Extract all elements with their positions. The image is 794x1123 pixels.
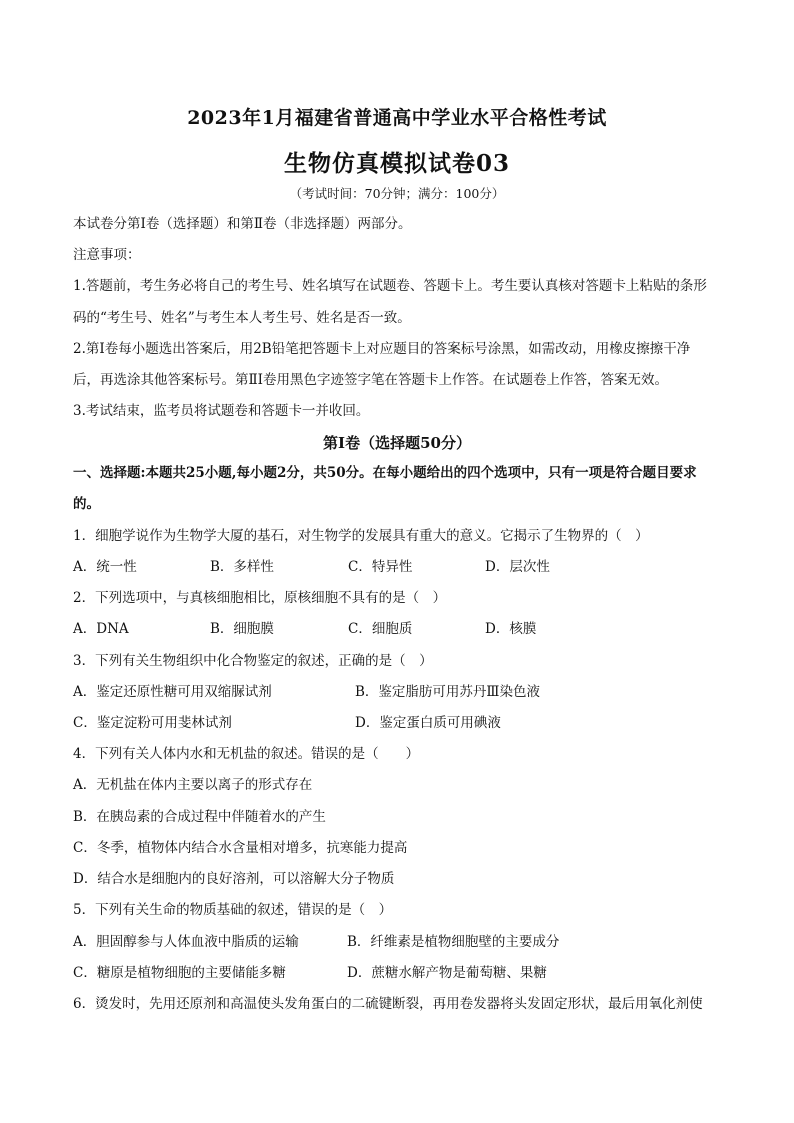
section-title: 第Ⅰ卷（选择题50分）: [323, 434, 471, 452]
option: B．纤维素是植物细胞壁的主要成分: [347, 934, 560, 950]
note-line: 3.考试结束，监考员将试题卷和答题卡一并收回。: [73, 403, 370, 419]
option: C．细胞质: [348, 621, 413, 637]
option: C．特异性: [348, 559, 413, 575]
question-stem: 5．下列有关生命的物质基础的叙述，错误的是（ ）: [73, 902, 393, 918]
notice-heading: 注意事项：: [73, 247, 141, 263]
note-line: 后，再选涂其他答案标号。第ⅡⅠ卷用黑色字迹签字笔在答题卡上作答。在试题卷上作答，答案无效。: [73, 372, 669, 388]
option: A．鉴定还原性糖可用双缩脲试剂: [73, 684, 272, 700]
note-line: 1.答题前，考生务必将自己的考生号、姓名填写在试题卷、答题卡上。考生要认真核对答题卡上粘贴的条形: [73, 278, 707, 294]
option: D．层次性: [485, 559, 550, 575]
option: B．在胰岛素的合成过程中伴随着水的产生: [73, 809, 326, 825]
option: D．鉴定蛋白质可用碘液: [355, 715, 501, 731]
exam-title: 2023年1月福建省普通高中学业水平合格性考试: [187, 107, 607, 129]
option: D．结合水是细胞内的良好溶剂，可以溶解大分子物质: [73, 871, 395, 887]
note-line: 码的“考生号、姓名”与考生本人考生号、姓名是否一致。: [73, 310, 411, 326]
option: B．多样性: [210, 559, 274, 575]
option: A．DNA: [73, 621, 129, 637]
exam-info: （考试时间：70分钟；满分：100分）: [289, 186, 505, 201]
question-stem: 1．细胞学说作为生物学大厦的基石，对生物学的发展具有重大的意义。它揭示了生物界的（ ）: [73, 528, 649, 544]
option: C．鉴定淀粉可用斐林试剂: [73, 715, 232, 731]
option: B．鉴定脂肪可用苏丹Ⅲ染色液: [355, 684, 540, 700]
option: A．胆固醇参与人体血液中脂质的运输: [73, 934, 299, 950]
note-line: 2.第Ⅰ卷每小题选出答案后，用2B铅笔把答题卡上对应题目的答案标号涂黑，如需改动，用橡皮擦擦干净: [73, 341, 691, 357]
question-stem: 3．下列有关生物组织中化合物鉴定的叙述，正确的是（ ）: [73, 653, 433, 669]
option: D．核膜: [485, 621, 537, 637]
section-instruction: 的。: [73, 496, 100, 512]
option: B．细胞膜: [210, 621, 274, 637]
option: C．冬季，植物体内结合水含量相对增多，抗寒能力提高: [73, 840, 408, 856]
question-stem: 4．下列有关人体内水和无机盐的叙述。错误的是（ ）: [73, 746, 420, 762]
option: A．统一性: [73, 559, 137, 575]
question-stem: 6．烫发时，先用还原剂和高温使头发角蛋白的二硫键断裂，再用卷发器将头发固定形状，最后用氧化剂使: [73, 996, 703, 1012]
option: C．糖原是植物细胞的主要储能多糖: [73, 965, 286, 981]
option: A．无机盐在体内主要以离子的形式存在: [73, 777, 313, 793]
paper-structure: 本试卷分第Ⅰ卷（选择题）和第Ⅱ卷（非选择题）两部分。: [73, 216, 412, 232]
option: D．蔗糖水解产物是葡萄糖、果糖: [347, 965, 547, 981]
question-stem: 2．下列选项中，与真核细胞相比，原核细胞不具有的是（ ）: [73, 590, 447, 606]
section-instruction: 一、选择题:本题共25小题,每小题2分，共50分。在每小题给出的四个选项中，只有一项是符合题目要求: [73, 465, 697, 481]
exam-subtitle: 生物仿真模拟试卷03: [283, 150, 510, 177]
